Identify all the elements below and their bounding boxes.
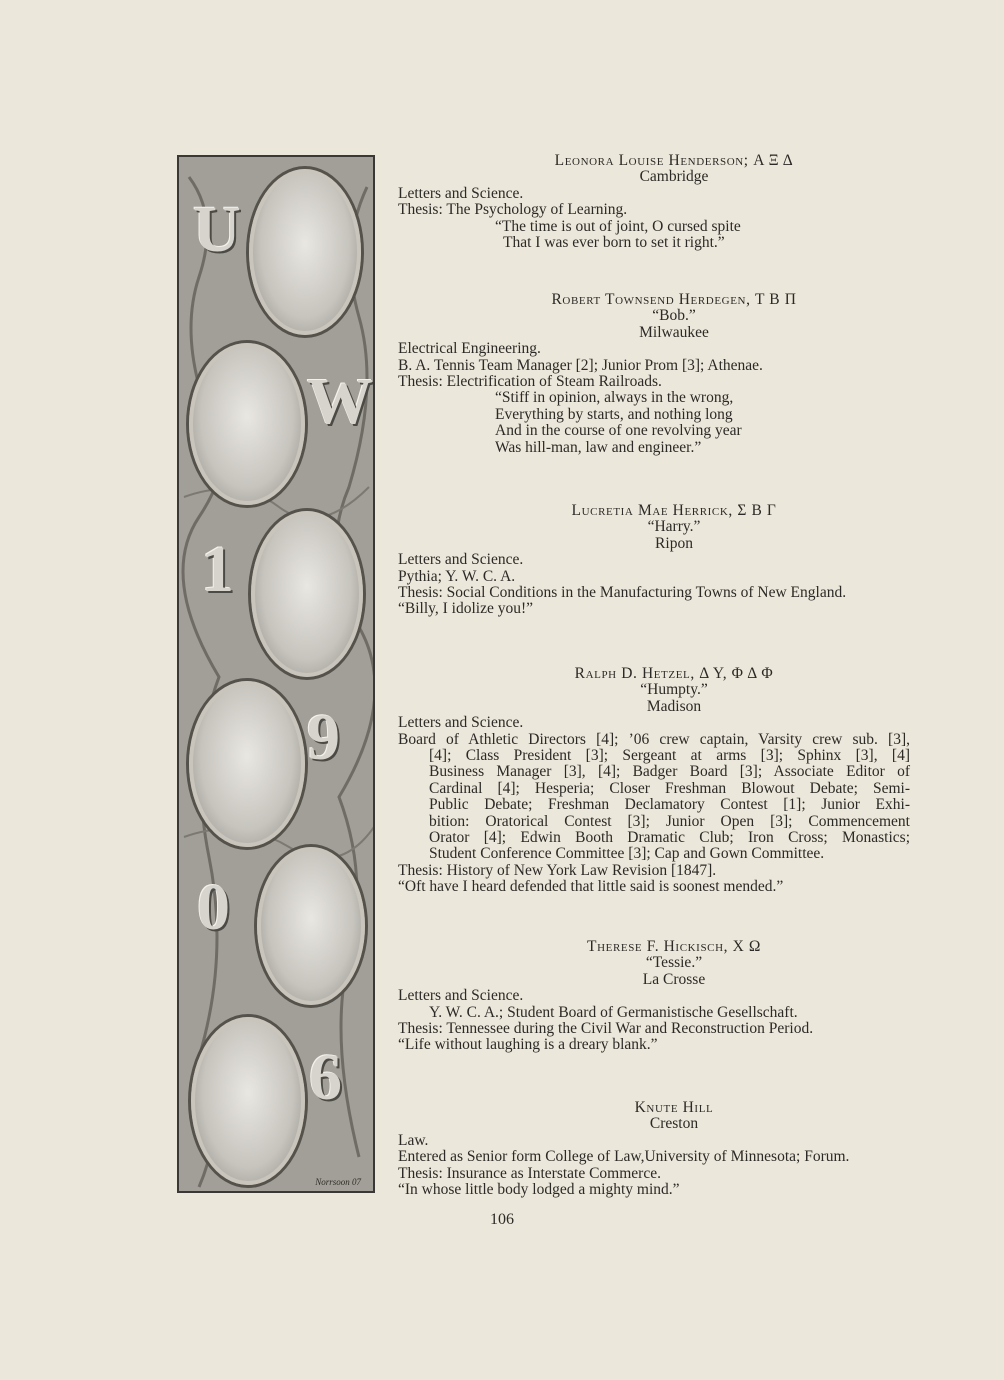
artist-signature: Norrsoon 07 bbox=[315, 1177, 361, 1187]
portrait-hill bbox=[191, 1017, 305, 1185]
entry-name: Knute Hill bbox=[634, 1099, 714, 1116]
entry-activities-line: Business Manager [3], [4]; Badger Board [3]; Associate Editor of bbox=[429, 763, 910, 781]
entry-quote-line: And in the course of one revolving year bbox=[495, 422, 742, 440]
entry-town: Creston bbox=[649, 1115, 699, 1133]
entry-activities-line: Student Conference Committee [3]; Cap and Gown Committee. bbox=[429, 845, 825, 863]
entry-line: Thesis: Insurance as Interstate Commerce. bbox=[398, 1164, 661, 1182]
entry-quote-line: Everything by starts, and nothing long bbox=[495, 405, 733, 423]
entry-line: Letters and Science. bbox=[398, 184, 524, 202]
entry-line: Thesis: Social Conditions in the Manufacturing Towns of New England. bbox=[398, 584, 847, 602]
portrait-henderson bbox=[249, 169, 361, 335]
entry-line: Law. bbox=[398, 1131, 429, 1149]
entry-name: Ralph D. Hetzel, Δ Υ, Φ Δ Φ bbox=[574, 665, 774, 682]
entry-line: Letters and Science. bbox=[398, 551, 524, 569]
portrait-strip bbox=[177, 155, 375, 1193]
entry-name: Leonora Louise Henderson; Α Ξ Δ bbox=[554, 152, 794, 169]
entry-line: “In whose little body lodged a mighty mind.” bbox=[398, 1181, 680, 1199]
entry-activities-line: Board of Athletic Directors [4]; ’06 crew captain, Varsity crew sub. [3], bbox=[398, 730, 910, 748]
entry-town: Madison bbox=[646, 697, 702, 715]
entry-line: Pythia; Y. W. C. A. bbox=[398, 567, 516, 585]
entry-activities-line: [4]; Class President [3]; Sergeant at arms [3]; Sphinx [3], [4] bbox=[429, 747, 910, 765]
portrait-hickisch bbox=[257, 847, 365, 1005]
entry-activities-line: Public Debate; Freshman Declamatory Contest [1]; Junior Exhi- bbox=[429, 796, 910, 814]
strip-letter-0: 0 bbox=[197, 871, 230, 944]
page-number: 106 bbox=[490, 1211, 514, 1228]
entry-quote-line: Was hill-man, law and engineer.” bbox=[495, 438, 702, 456]
strip-letter-u: U bbox=[193, 193, 241, 266]
entry-herrick bbox=[398, 503, 910, 618]
entry-hill bbox=[398, 1100, 910, 1198]
strip-letter-6: 6 bbox=[309, 1041, 342, 1114]
entry-name: Lucretia Mae Herrick, Σ Β Γ bbox=[571, 502, 777, 519]
entry-line: Letters and Science. bbox=[398, 987, 524, 1005]
entry-nickname: “Tessie.” bbox=[645, 954, 703, 972]
entry-line: Electrical Engineering. bbox=[398, 340, 541, 358]
entry-line: Thesis: The Psychology of Learning. bbox=[398, 201, 628, 219]
entry-town: Milwaukee bbox=[639, 323, 709, 341]
entry-hickisch bbox=[398, 939, 910, 1054]
entry-quote-line: That I was ever born to set it right.” bbox=[503, 234, 725, 252]
entry-line: “Life without laughing is a dreary blank.” bbox=[398, 1036, 658, 1054]
entry-line: Thesis: Electrification of Steam Railroads. bbox=[398, 373, 662, 391]
entry-line: “Billy, I idolize you!” bbox=[398, 600, 534, 618]
entry-line: B. A. Tennis Team Manager [2]; Junior Prom [3]; Athenae. bbox=[398, 356, 763, 374]
entry-activities-line: bition: Oratorical Contest [3]; Junior Open [3]; Commencement bbox=[429, 812, 910, 830]
portrait-herdegen bbox=[189, 343, 305, 505]
entry-name: Therese F. Hickisch, Χ Ω bbox=[587, 938, 761, 955]
strip-letter-w: W bbox=[307, 365, 373, 438]
entry-activities-line: Orator [4]; Edwin Booth Dramatic Club; Iron Cross; Monastics; bbox=[429, 829, 910, 847]
strip-letter-9: 9 bbox=[307, 701, 340, 774]
entry-quote-line: “Stiff in opinion, always in the wrong, bbox=[495, 389, 734, 407]
entry-nickname: “Harry.” bbox=[647, 518, 701, 536]
entry-line: Thesis: History of New York Law Revision [1847]. bbox=[398, 861, 717, 879]
portrait-hetzel bbox=[189, 681, 305, 847]
entry-nickname: “Humpty.” bbox=[640, 681, 708, 699]
entry-hetzel bbox=[398, 666, 910, 896]
entry-henderson bbox=[398, 153, 910, 251]
entry-name: Robert Townsend Herdegen, Τ Β Π bbox=[551, 291, 797, 308]
entry-line: Thesis: Tennessee during the Civil War and Reconstruction Period. bbox=[398, 1020, 814, 1038]
entry-line: Letters and Science. bbox=[398, 714, 524, 732]
entry-nickname: “Bob.” bbox=[652, 307, 696, 325]
entry-town: Cambridge bbox=[639, 168, 709, 186]
entry-herdegen bbox=[398, 292, 910, 456]
entry-town: Ripon bbox=[655, 534, 693, 552]
entry-line: Y. W. C. A.; Student Board of Germanistische Gesellschaft. bbox=[429, 1003, 798, 1021]
entry-quote-line: “The time is out of joint, O cursed spite bbox=[495, 217, 741, 235]
entry-activities-line: Cardinal [4]; Hesperia; Closer Freshman Blowout Debate; Semi- bbox=[429, 779, 910, 797]
portrait-herrick bbox=[251, 511, 363, 677]
entry-town: La Crosse bbox=[642, 970, 706, 988]
entry-line: Entered as Senior form College of Law,University of Minnesota; Forum. bbox=[398, 1148, 850, 1166]
strip-letter-1: 1 bbox=[201, 533, 234, 606]
entry-line: “Oft have I heard defended that little said is soonest mended.” bbox=[398, 878, 784, 896]
